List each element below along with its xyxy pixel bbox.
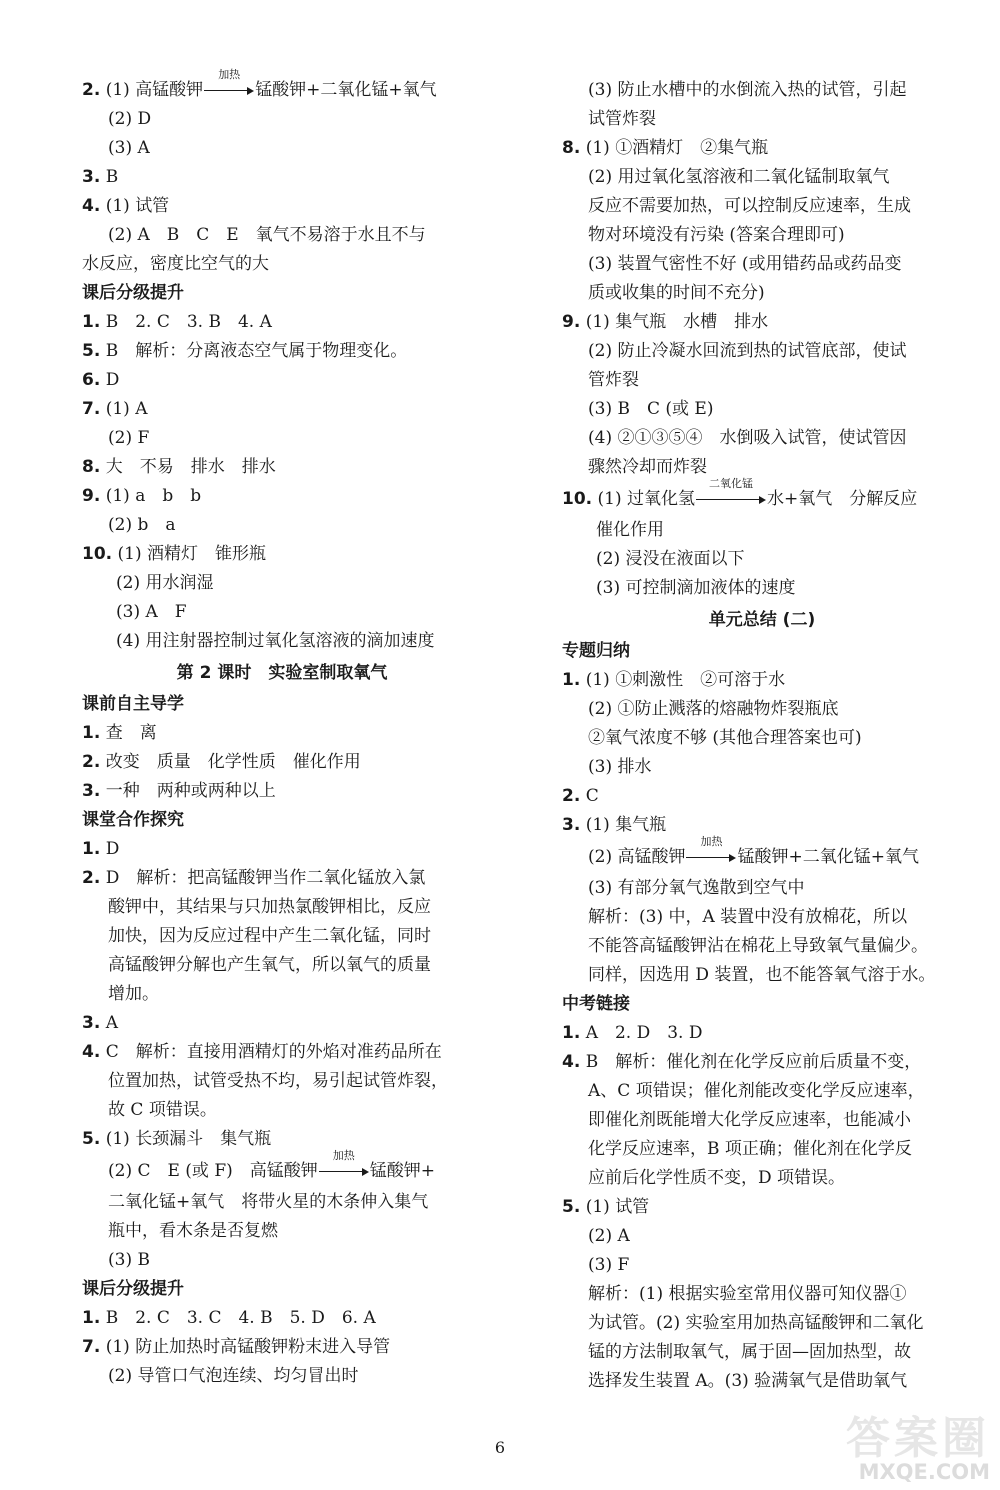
answer-line: 不能答高锰酸钾沾在棉花上导致氧气量偏少。 <box>588 936 928 956</box>
answer-line: 1. 查 离 <box>82 723 157 743</box>
answer-line: 加快，因为反应过程中产生二氧化锰，同时 <box>108 926 431 946</box>
answer-line: (2) 导管口气泡连续、均匀冒出时 <box>108 1366 359 1386</box>
answer-line: 瓶中，看木条是否复燃 <box>108 1221 278 1241</box>
left-column <box>82 67 482 1391</box>
answer-line: 3. (1) 集气瓶 <box>562 815 667 835</box>
answer-line: (3) 防止水槽中的水倒流入热的试管，引起 <box>588 80 907 100</box>
right-column <box>562 76 962 1396</box>
answer-line: 化学反应速率，B 项正确；催化剂在化学反 <box>588 1139 912 1159</box>
answer-line: 2. 改变 质量 化学性质 催化作用 <box>82 752 361 772</box>
answer-line: (2) F <box>108 428 150 448</box>
answer-line: (2) C E (或 F) 高锰酸钾 加热 锰酸钾+ <box>108 1148 436 1181</box>
answer-line: (3) 排水 <box>588 757 652 777</box>
answer-line: 2. (1) 高锰酸钾 加热 锰酸钾+二氧化锰+氧气 <box>82 67 437 100</box>
lesson-title: 第 2 课时 实验室制取氧气 <box>176 663 388 683</box>
answer-line: (3) A <box>108 138 150 158</box>
section-heading: 课堂合作探究 <box>82 810 184 830</box>
answer-line: 反应不需要加热，可以控制反应速率，生成 <box>588 196 911 216</box>
answer-line: 7. (1) A <box>82 399 148 419</box>
answer-line: (2) D <box>108 109 152 129</box>
answer-line: 故 C 项错误。 <box>108 1100 217 1120</box>
section-heading: 课后分级提升 <box>82 283 184 303</box>
answer-line: 增加。 <box>108 984 159 1004</box>
reaction-arrow: 加热 <box>319 1167 369 1177</box>
answer-line: 水反应，密度比空气的大 <box>82 254 269 274</box>
answer-line: 8. 大 不易 排水 排水 <box>82 457 276 477</box>
reaction-arrow: 二氧化锰 <box>696 495 766 505</box>
answer-line: (2) 用过氧化氢溶液和二氧化锰制取氧气 <box>588 167 890 187</box>
answer-line: 2. C <box>562 786 599 806</box>
section-heading: 中考链接 <box>562 994 630 1014</box>
answer-line: 酸钾中，其结果与只加热氯酸钾相比，反应 <box>108 897 431 917</box>
page-number: 6 <box>494 1438 506 1457</box>
answer-line: (4) 用注射器控制过氧化氢溶液的滴加速度 <box>116 631 435 651</box>
answer-line: (3) A F <box>116 602 187 622</box>
answer-line: (3) B <box>108 1250 150 1270</box>
answer-line: (2) A B C E 氧气不易溶于水且不与 <box>108 225 426 245</box>
answer-line: 即催化剂既能增大化学反应速率，也能减小 <box>588 1110 911 1130</box>
answer-line: 试管炸裂 <box>588 109 656 129</box>
answer-line: 解析：(3) 中，A 装置中没有放棉花，所以 <box>588 907 908 927</box>
answer-line: 高锰酸钾分解也产生氧气，所以氧气的质量 <box>108 955 431 975</box>
answer-line: (2) A <box>588 1226 630 1246</box>
answer-line: ②氧气浓度不够 (其他合理答案也可) <box>588 728 862 748</box>
answer-line: (3) 可控制滴加液体的速度 <box>596 578 796 598</box>
answer-line: 1. B 2. C 3. C 4. B 5. D 6. A <box>82 1308 376 1328</box>
answer-line: 为试管。(2) 实验室用加热高锰酸钾和二氧化 <box>588 1313 924 1333</box>
reaction-arrow: 加热 <box>686 853 736 863</box>
answer-line: 物对环境没有污染 (答案合理即可) <box>588 225 845 245</box>
answer-line: 10. (1) 酒精灯 锥形瓶 <box>82 544 267 564</box>
answer-line: 应前后化学性质不变，D 项错误。 <box>588 1168 846 1188</box>
answer-line: 锰的方法制取氧气，属于固—固加热型，故 <box>588 1342 911 1362</box>
answer-line: (3) F <box>588 1255 630 1275</box>
answer-line: 同样，因选用 D 装置，也不能答氧气溶于水。 <box>588 965 936 985</box>
answer-line: 质或收集的时间不充分) <box>588 283 765 303</box>
answer-line: 解析：(1) 根据实验室常用仪器可知仪器① <box>588 1284 907 1304</box>
section-heading: 课后分级提升 <box>82 1279 184 1299</box>
watermark-logo: 答案圈 MXQE.COM <box>846 1413 990 1484</box>
answer-line: (3) 有部分氧气逸散到空气中 <box>588 878 805 898</box>
answer-line: 5. B 解析：分离液态空气属于物理变化。 <box>82 341 408 361</box>
answer-line: 3. 一种 两种或两种以上 <box>82 781 276 801</box>
answer-line: 管炸裂 <box>588 370 639 390</box>
answer-line: 4. B 解析：催化剂在化学反应前后质量不变， <box>562 1052 922 1072</box>
answer-line: (3) 装置气密性不好 (或用错药品或药品变 <box>588 254 902 274</box>
reaction-arrow: 加热 <box>204 86 254 96</box>
answer-line: 位置加热，试管受热不均，易引起试管炸裂， <box>108 1071 448 1091</box>
answer-line: 1. (1) ①刺激性 ②可溶于水 <box>562 670 786 690</box>
answer-line: 4. (1) 试管 <box>82 196 170 216</box>
unit-title: 单元总结 (二) <box>708 610 816 630</box>
answer-line: 4. C 解析：直接用酒精灯的外焰对准药品所在 <box>82 1042 442 1062</box>
answer-line: 选择发生装置 A。(3) 验满氧气是借助氧气 <box>588 1371 908 1391</box>
answer-line: 5. (1) 长颈漏斗 集气瓶 <box>82 1129 272 1149</box>
answer-line: 二氧化锰+氧气 将带火星的木条伸入集气 <box>108 1192 429 1212</box>
answer-line: 7. (1) 防止加热时高锰酸钾粉末进入导管 <box>82 1337 391 1357</box>
answer-line: 3. A <box>82 1013 118 1033</box>
answer-line: 1. A 2. D 3. D <box>562 1023 703 1043</box>
section-heading: 课前自主导学 <box>82 694 184 714</box>
answer-line: 5. (1) 试管 <box>562 1197 650 1217</box>
answer-line: (2) ①防止溅落的熔融物炸裂瓶底 <box>588 699 839 719</box>
answer-line: (3) B C (或 E) <box>588 399 714 419</box>
answer-line: 9. (1) a b b <box>82 486 202 506</box>
answer-line: (4) ②①③⑤④ 水倒吸入试管，使试管因 <box>588 428 907 448</box>
answer-line: 8. (1) ①酒精灯 ②集气瓶 <box>562 138 769 158</box>
answer-line: (2) b a <box>108 515 176 535</box>
section-heading: 专题归纳 <box>562 641 630 661</box>
answer-line: 6. D <box>82 370 120 390</box>
answer-line: (2) 浸没在液面以下 <box>596 549 745 569</box>
answer-line: (2) 用水润湿 <box>116 573 214 593</box>
answer-line: 3. B <box>82 167 119 187</box>
answer-line: 1. D <box>82 839 120 859</box>
answer-line: 骤然冷却而炸裂 <box>588 457 707 477</box>
answer-line: 10. (1) 过氧化氢 二氧化锰 水+氧气 分解反应 <box>562 476 918 509</box>
answer-line: 9. (1) 集气瓶 水槽 排水 <box>562 312 769 332</box>
answer-line: 催化作用 <box>596 520 664 540</box>
answer-line: (2) 防止冷凝水回流到热的试管底部，使试 <box>588 341 907 361</box>
answer-line: 1. B 2. C 3. B 4. A <box>82 312 272 332</box>
answer-line: (2) 高锰酸钾 加热 锰酸钾+二氧化锰+氧气 <box>588 834 919 867</box>
answer-line: A、C 项错误；催化剂能改变化学反应速率， <box>588 1081 925 1101</box>
answer-line: 2. D 解析：把高锰酸钾当作二氧化锰放入氯 <box>82 868 426 888</box>
